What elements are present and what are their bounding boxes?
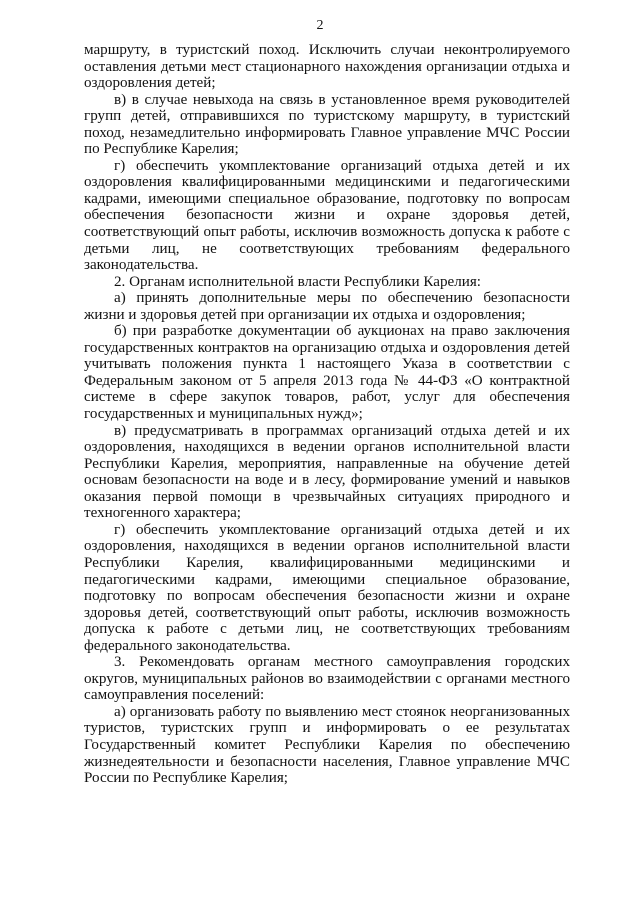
- paragraph-section-3-a: а) организовать работу по выявлению мест стоянок неорганизованных туристов, туристских групп и информировать о ее результатах Государственный комитет Республики Карелия по обеспечению жизнедеятельности и безопасности населения, Главное управление МЧС России по Республике Карелия;: [84, 703, 570, 787]
- paragraph-section-2-v: в) предусматривать в программах организаций отдыха детей и их оздоровления, находящихся в ведении органов исполнительной власти Республики Карелия, мероприятия, направленные на обучение детей основам безопасности на воде и в лесу, формирование умений и навыков оказания первой помощи в чрезвычайных ситуациях природного и техногенного характера;: [84, 422, 570, 522]
- paragraph-section-2: 2. Органам исполнительной власти Республики Карелия:: [114, 273, 481, 290]
- paragraph-section-3: 3. Рекомендовать органам местного самоуправления городских округов, муниципальных районов во взаимодействии с органами местного самоуправления поселений:: [84, 654, 570, 704]
- paragraph-item-g: г) обеспечить укомплектование организаций отдыха детей и их оздоровления квалифицированными медицинскими и педагогическими кадрами, имеющими специальное образование, подготовку по вопросам обеспечения безопасности жизни и охране здоровья детей, соответствующий опыт работы, исключив возможность допуска к работе с детьми лиц, не соответствующих требованиям федерального законодательства.: [84, 157, 570, 274]
- paragraph-continuation: маршруту, в туристский поход. Исключить случаи неконтролируемого оставления детьми мест стационарного нахождения организации отдыха и оздоровления детей;: [84, 42, 570, 92]
- paragraph-item-v: в) в случае невыхода на связь в установленное время руководителей групп детей, отправившихся по туристскому маршруту, в туристский поход, незамедлительно информировать Главное управление МЧС России по Республике Карелия;: [84, 91, 570, 158]
- paragraph-section-2-a: а) принять дополнительные меры по обеспечению безопасности жизни и здоровья детей при организации их отдыха и оздоровления;: [84, 290, 570, 323]
- document-body: [84, 42, 570, 787]
- page-number: 2: [316, 18, 324, 33]
- paragraph-section-2-g: г) обеспечить укомплектование организаций отдыха детей и их оздоровления, находящихся в ведении органов исполнительной власти Республики Карелия, квалифицированными медицинскими и педагогическими кадрами, имеющими специальное образование, подготовку по вопросам обеспечения безопасности жизни и охране здоровья детей, соответствующий опыт работы, исключив возможность допуска к работе с детьми лиц, не соответствующих требованиям федерального законодательства.: [84, 521, 570, 654]
- paragraph-section-2-b: б) при разработке документации об аукционах на право заключения государственных контрактов на организацию отдыха и оздоровления детей учитывать положения пункта 1 настоящего Указа в соответствии с Федеральным законом от 5 апреля 2013 года № 44-ФЗ «О контрактной системе в сфере закупок товаров, работ, услуг для обеспечения государственных и муниципальных нужд»;: [84, 323, 570, 423]
